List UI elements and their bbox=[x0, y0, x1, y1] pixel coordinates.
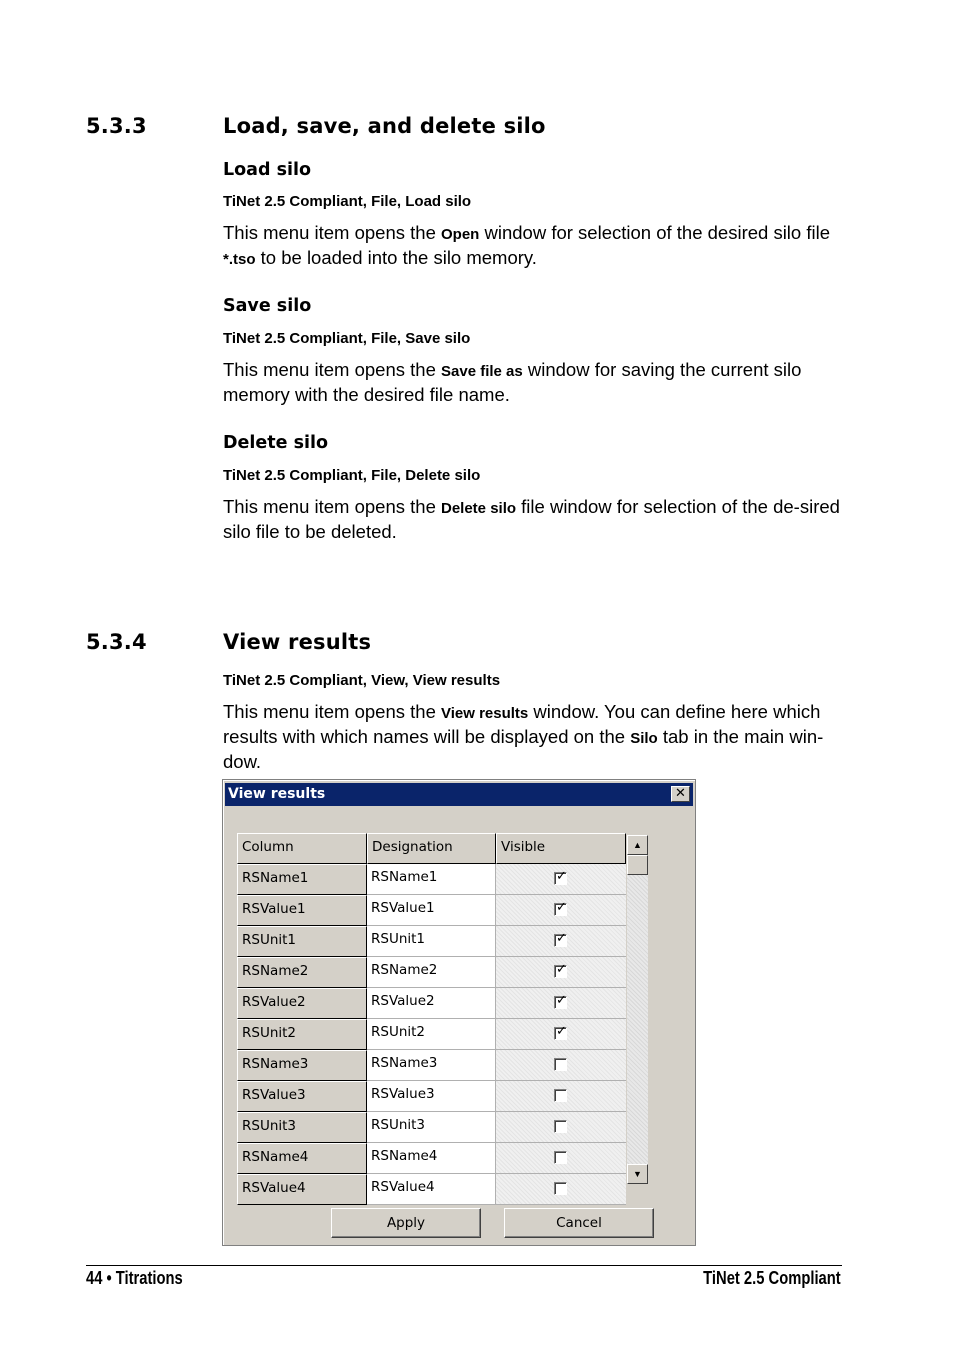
visible-checkbox[interactable] bbox=[554, 1182, 567, 1195]
visible-checkbox[interactable] bbox=[554, 1120, 567, 1133]
menu-path-view-results: TiNet 2.5 Compliant, View, View results bbox=[223, 672, 501, 689]
table-row[interactable] bbox=[237, 1112, 627, 1143]
menu-path-delete-silo: TiNet 2.5 Compliant, File, Delete silo bbox=[223, 467, 481, 484]
row-visible-cell bbox=[496, 1174, 626, 1205]
row-visible-cell bbox=[496, 988, 626, 1019]
table-row[interactable] bbox=[237, 957, 627, 988]
table-row[interactable] bbox=[237, 1174, 627, 1205]
visible-checkbox[interactable] bbox=[554, 1058, 567, 1071]
cancel-button[interactable]: Cancel bbox=[504, 1208, 654, 1238]
row-designation-cell[interactable]: RSValue3 bbox=[367, 1081, 496, 1112]
row-column-cell: RSName4 bbox=[237, 1143, 367, 1174]
close-button[interactable] bbox=[671, 786, 690, 802]
table-row[interactable] bbox=[237, 1019, 627, 1050]
visible-checkbox[interactable] bbox=[554, 931, 567, 947]
visible-checkbox[interactable] bbox=[554, 962, 567, 978]
row-visible-cell bbox=[496, 895, 626, 926]
row-column-cell: RSValue1 bbox=[237, 895, 367, 926]
row-designation-cell[interactable]: RSUnit3 bbox=[367, 1112, 496, 1143]
row-visible-cell bbox=[496, 1081, 626, 1112]
close-icon: ✕ bbox=[675, 786, 686, 801]
row-designation-cell[interactable]: RSUnit2 bbox=[367, 1019, 496, 1050]
row-column-cell: RSUnit1 bbox=[237, 926, 367, 957]
row-designation-cell[interactable]: RSName1 bbox=[367, 864, 496, 895]
row-column-cell: RSUnit2 bbox=[237, 1019, 367, 1050]
table-row[interactable] bbox=[237, 926, 627, 957]
row-column-cell: RSName1 bbox=[237, 864, 367, 895]
visible-checkbox[interactable] bbox=[554, 1151, 567, 1164]
checkmark-icon: ✓ bbox=[556, 1024, 567, 1039]
heading-delete-silo: Delete silo bbox=[223, 433, 329, 453]
table-row[interactable] bbox=[237, 895, 627, 926]
table-row[interactable] bbox=[237, 1081, 627, 1112]
heading-save-silo: Save silo bbox=[223, 296, 312, 316]
dialog-title: View results bbox=[228, 786, 326, 802]
view-results-dialog bbox=[222, 779, 696, 1246]
paragraph-save-silo: This menu item opens the Save file as window for saving the current silo memory with the desired file name. bbox=[223, 359, 802, 405]
row-designation-cell[interactable]: RSValue1 bbox=[367, 895, 496, 926]
checkmark-icon: ✓ bbox=[556, 869, 567, 884]
table-row[interactable] bbox=[237, 1143, 627, 1174]
scroll-down-button[interactable] bbox=[627, 1164, 648, 1184]
apply-button[interactable]: Apply bbox=[331, 1208, 481, 1238]
vertical-scrollbar[interactable] bbox=[627, 835, 648, 1184]
footer-left: 44 • Titrations bbox=[86, 1268, 183, 1288]
visible-checkbox[interactable] bbox=[554, 869, 567, 885]
row-designation-cell[interactable]: RSUnit1 bbox=[367, 926, 496, 957]
paragraph-load-silo: This menu item opens the Open window for selection of the desired silo file *.tso to be loaded into the silo memory. bbox=[223, 222, 830, 268]
checkmark-icon: ✓ bbox=[556, 900, 567, 915]
arrow-down-icon: ▼ bbox=[633, 1169, 642, 1179]
arrow-up-icon: ▲ bbox=[633, 840, 642, 850]
row-visible-cell bbox=[496, 1143, 626, 1174]
footer-rule bbox=[86, 1265, 842, 1266]
checkmark-icon: ✓ bbox=[556, 962, 567, 977]
section-title-534: View results bbox=[223, 630, 372, 654]
row-designation-cell[interactable]: RSName3 bbox=[367, 1050, 496, 1081]
row-column-cell: RSName2 bbox=[237, 957, 367, 988]
table-row[interactable] bbox=[237, 1050, 627, 1081]
row-column-cell: RSValue2 bbox=[237, 988, 367, 1019]
visible-checkbox[interactable] bbox=[554, 900, 567, 916]
row-designation-cell[interactable]: RSValue2 bbox=[367, 988, 496, 1019]
header-designation[interactable]: Designation bbox=[367, 833, 496, 864]
heading-load-silo: Load silo bbox=[223, 160, 312, 180]
row-designation-cell[interactable]: RSName4 bbox=[367, 1143, 496, 1174]
footer-right: TiNet 2.5 Compliant bbox=[703, 1268, 841, 1288]
row-column-cell: RSUnit3 bbox=[237, 1112, 367, 1143]
menu-path-load-silo: TiNet 2.5 Compliant, File, Load silo bbox=[223, 193, 472, 210]
dialog-titlebar bbox=[225, 783, 693, 806]
row-visible-cell bbox=[496, 864, 626, 895]
row-visible-cell bbox=[496, 1112, 626, 1143]
table-row[interactable] bbox=[237, 988, 627, 1019]
paragraph-view-results: This menu item opens the View results window. You can define here which results with which names will be displayed on the Silo tab in the main win-dow. bbox=[223, 701, 824, 772]
checkmark-icon: ✓ bbox=[556, 931, 567, 946]
scroll-up-button[interactable] bbox=[627, 835, 648, 855]
row-column-cell: RSName3 bbox=[237, 1050, 367, 1081]
row-visible-cell bbox=[496, 957, 626, 988]
paragraph-delete-silo: This menu item opens the Delete silo file window for selection of the de-sired silo file to be deleted. bbox=[223, 496, 840, 542]
row-visible-cell bbox=[496, 1019, 626, 1050]
header-visible[interactable]: Visible bbox=[496, 833, 626, 864]
row-designation-cell[interactable]: RSValue4 bbox=[367, 1174, 496, 1205]
row-designation-cell[interactable]: RSName2 bbox=[367, 957, 496, 988]
section-title-533: Load, save, and delete silo bbox=[223, 114, 546, 138]
scroll-thumb[interactable] bbox=[627, 855, 648, 875]
visible-checkbox[interactable] bbox=[554, 1089, 567, 1102]
results-grid bbox=[237, 833, 649, 1196]
row-column-cell: RSValue4 bbox=[237, 1174, 367, 1205]
row-visible-cell bbox=[496, 1050, 626, 1081]
visible-checkbox[interactable] bbox=[554, 1024, 567, 1040]
section-number-533: 5.3.3 bbox=[86, 114, 147, 138]
grid-header-row bbox=[237, 833, 627, 864]
header-column[interactable]: Column bbox=[237, 833, 367, 864]
visible-checkbox[interactable] bbox=[554, 993, 567, 1009]
table-row[interactable] bbox=[237, 864, 627, 895]
row-visible-cell bbox=[496, 926, 626, 957]
menu-path-save-silo: TiNet 2.5 Compliant, File, Save silo bbox=[223, 330, 471, 347]
section-number-534: 5.3.4 bbox=[86, 630, 147, 654]
row-column-cell: RSValue3 bbox=[237, 1081, 367, 1112]
checkmark-icon: ✓ bbox=[556, 993, 567, 1008]
